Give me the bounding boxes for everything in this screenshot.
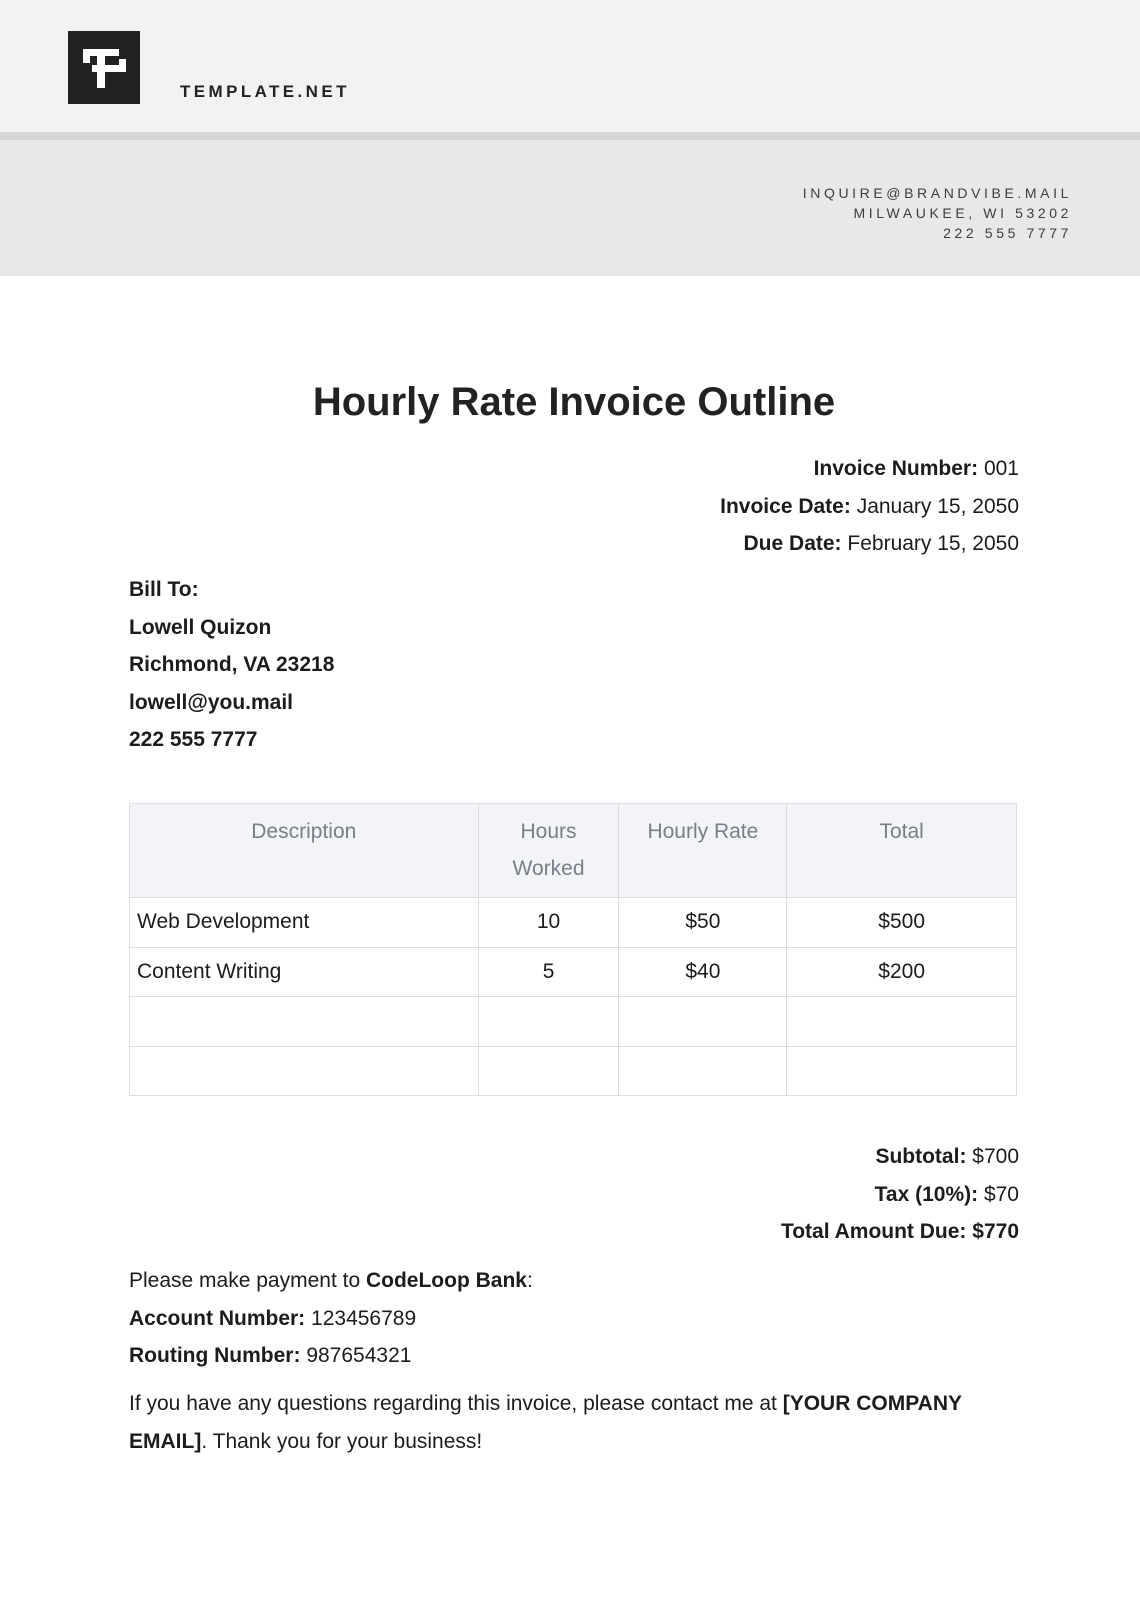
payment-intro: Please make payment to	[129, 1269, 366, 1292]
header-hours-worked: Hours Worked	[478, 804, 619, 898]
payment-instructions	[129, 1262, 533, 1375]
cell-description	[130, 1046, 479, 1096]
brand-name: TEMPLATE.NET	[180, 82, 350, 101]
table-row	[130, 1046, 1017, 1096]
bill-to-phone: 222 555 7777	[129, 728, 258, 751]
bank-name: CodeLoop Bank	[365, 1269, 527, 1292]
payment-line	[129, 1262, 533, 1300]
page-title: Hourly Rate Invoice Outline	[312, 380, 836, 424]
invoice-date	[720, 488, 1019, 526]
cell-hours	[478, 1046, 619, 1096]
company-email-placeholder: [YOUR COMPANY EMAIL]	[129, 1392, 962, 1453]
cell-description: Web Development	[130, 898, 479, 948]
closing-thanks: . Thank you for your business!	[201, 1429, 483, 1453]
cell-hours: 10	[478, 898, 619, 948]
cell-rate: $40	[619, 947, 787, 997]
cell-total	[787, 997, 1017, 1047]
bill-to	[129, 571, 334, 759]
total-amount-due	[781, 1213, 1019, 1251]
cell-rate	[619, 997, 787, 1047]
header-hourly-rate: Hourly Rate	[619, 804, 787, 898]
contact-phone: 222 555 7777	[943, 225, 1072, 241]
invoice-date-label: Invoice Date:	[720, 494, 851, 518]
cell-hours: 5	[478, 947, 619, 997]
cell-hours	[478, 997, 619, 1047]
tax	[781, 1176, 1019, 1214]
cell-total: $200	[787, 947, 1017, 997]
table-row	[130, 947, 1017, 997]
cell-rate: $50	[619, 898, 787, 948]
invoice-number-label: Invoice Number:	[813, 457, 979, 480]
total-label: Total Amount Due:	[780, 1220, 967, 1243]
header-band	[0, 0, 1140, 132]
account-number-label: Account Number:	[129, 1306, 306, 1330]
payment-colon: :	[526, 1269, 533, 1292]
subtotal-label: Subtotal:	[875, 1145, 967, 1168]
invoice-date-value: January 15, 2050	[856, 494, 1019, 518]
bill-to-address: Richmond, VA 23218	[129, 653, 335, 676]
header-total: Total	[787, 804, 1017, 898]
total-value: $770	[972, 1220, 1019, 1243]
routing-number	[129, 1337, 533, 1375]
cell-description	[130, 997, 479, 1047]
routing-number-label: Routing Number:	[129, 1344, 301, 1367]
due-date-label: Due Date:	[743, 532, 842, 555]
company-contact	[803, 183, 1072, 243]
invoice-meta	[720, 450, 1019, 563]
account-number-value: 123456789	[311, 1306, 417, 1330]
subtotal	[781, 1138, 1019, 1176]
cell-total: $500	[787, 898, 1017, 948]
bill-to-name: Lowell Quizon	[129, 615, 272, 639]
closing-note	[129, 1385, 1029, 1460]
due-date-value: February 15, 2050	[847, 532, 1019, 555]
subtotal-value: $700	[972, 1145, 1019, 1168]
contact-address: MILWAUKEE, WI 53202	[853, 205, 1072, 221]
table-row	[130, 997, 1017, 1047]
due-date	[720, 525, 1019, 563]
table-row	[130, 898, 1017, 948]
cell-total	[787, 1046, 1017, 1096]
routing-number-value: 987654321	[306, 1344, 412, 1367]
tax-value: $70	[983, 1182, 1019, 1206]
header-divider	[0, 132, 1140, 140]
bill-to-email: lowell@you.mail	[129, 690, 294, 714]
contact-email: INQUIRE@BRANDVIBE.MAIL	[802, 185, 1072, 201]
cell-rate	[619, 1046, 787, 1096]
table-header-row	[130, 804, 1017, 898]
cell-description: Content Writing	[130, 947, 479, 997]
invoice-number-value: 001	[983, 457, 1019, 480]
account-number	[129, 1300, 533, 1338]
template-net-logo-icon	[68, 31, 140, 104]
invoice-number	[720, 450, 1019, 488]
closing-text: If you have any questions regarding this invoice, please contact me at	[129, 1392, 783, 1415]
header-description: Description	[130, 804, 479, 898]
items-table	[129, 803, 1017, 1096]
tax-label: Tax (10%):	[874, 1182, 979, 1206]
totals-summary	[781, 1138, 1019, 1251]
bill-to-label: Bill To:	[129, 578, 199, 601]
